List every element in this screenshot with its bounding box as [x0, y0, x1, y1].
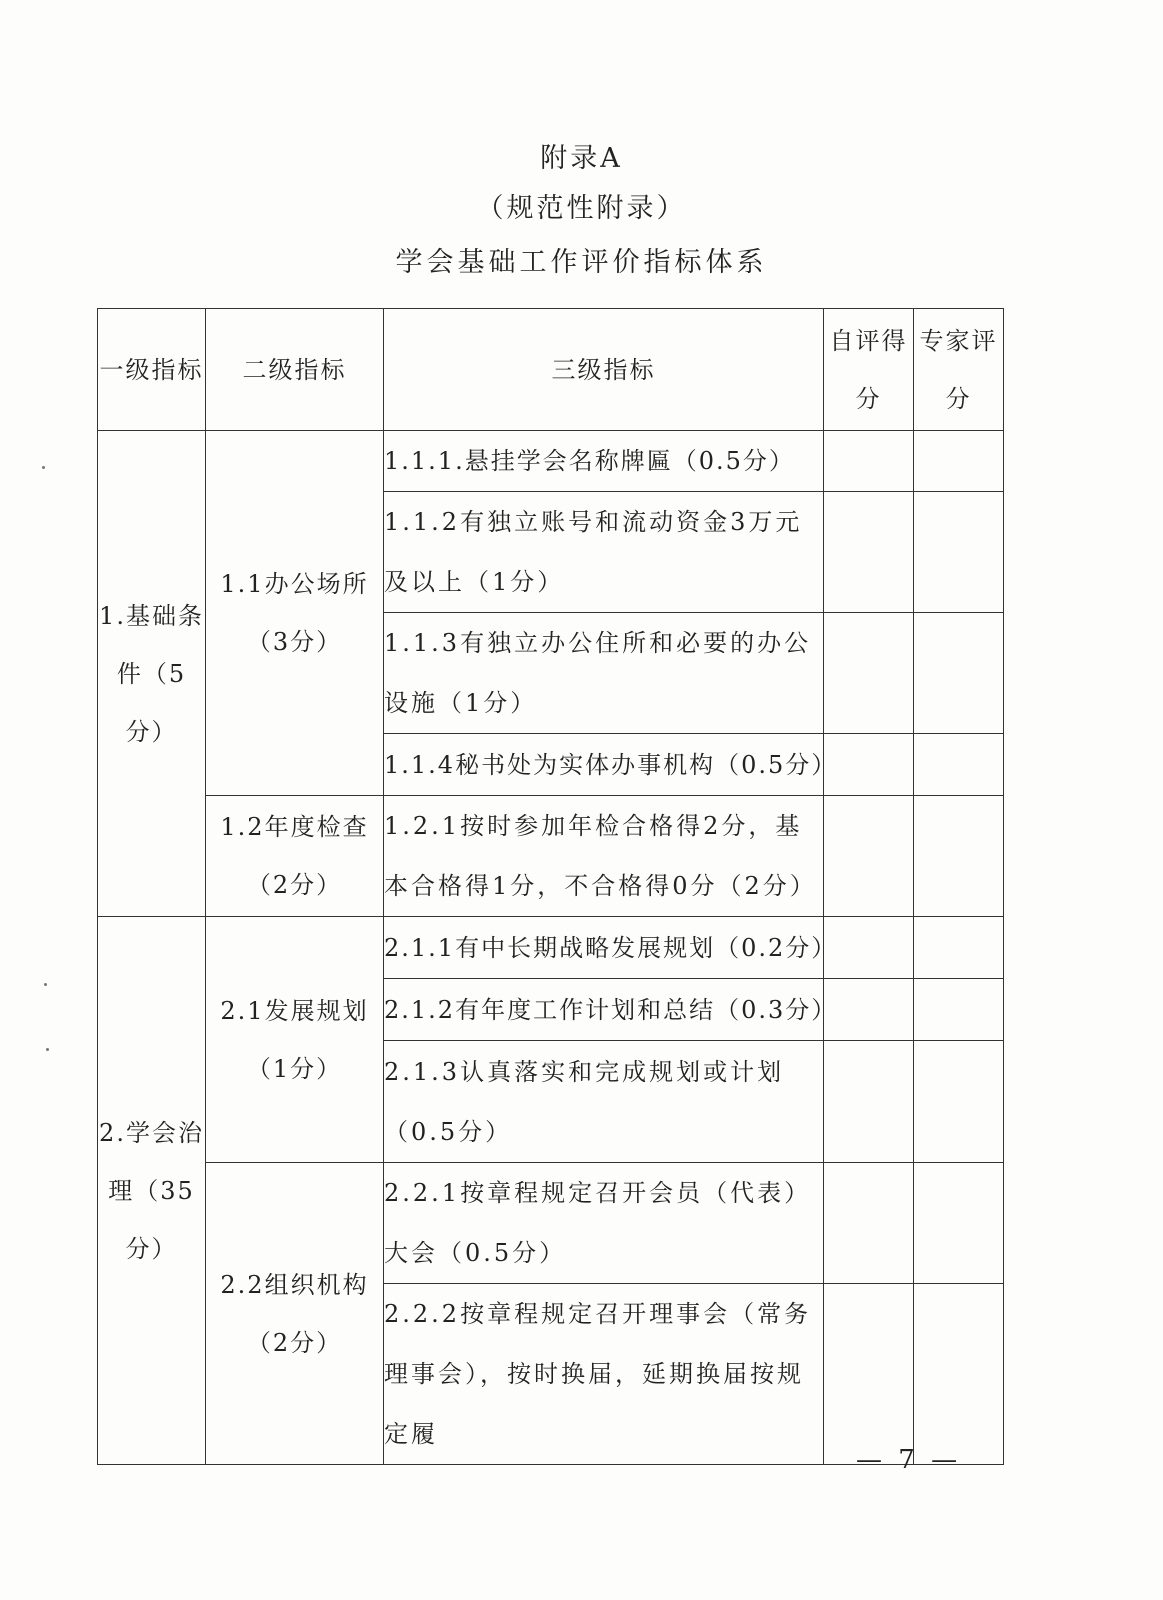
- level3-item: 2.1.3认真落实和完成规划或计划（0.5分）: [384, 1041, 824, 1163]
- appendix-type: （规范性附录）: [476, 193, 687, 224]
- level1-basic-conditions: 1.基础条件（5分）: [98, 431, 206, 917]
- header-self-score: 自评得分: [824, 309, 914, 431]
- level3-item: 1.1.2有独立账号和流动资金3万元及以上（1分）: [384, 492, 824, 613]
- level3-item: 1.1.4秘书处为实体办事机构（0.5分）: [384, 734, 824, 796]
- level3-item: 2.2.2按章程规定召开理事会（常务理事会），按时换届，延期换届按规定履: [384, 1284, 824, 1465]
- level1-society-governance: 2.学会治理（35分）: [98, 917, 206, 1465]
- level3-item: 2.2.1按章程规定召开会员（代表）大会（0.5分）: [384, 1163, 824, 1284]
- level2-organization: 2.2组织机构（2分）: [206, 1163, 384, 1465]
- expert-score-cell[interactable]: [914, 431, 1004, 492]
- level3-item: 2.1.2有年度工作计划和总结（0.3分）: [384, 979, 824, 1041]
- header-level2: 二级指标: [206, 309, 384, 431]
- appendix-label: 附录A: [540, 143, 623, 174]
- self-score-cell[interactable]: [824, 431, 914, 492]
- self-score-cell[interactable]: [824, 917, 914, 979]
- level2-development-planning: 2.1发展规划（1分）: [206, 917, 384, 1163]
- level2-annual-inspection: 1.2年度检查（2分）: [206, 796, 384, 917]
- evaluation-indicator-table: [97, 308, 1004, 1465]
- header-level3: 三级指标: [384, 309, 824, 431]
- self-score-cell[interactable]: [824, 1041, 914, 1163]
- scan-speck: [42, 466, 45, 469]
- page-number: — 7 —: [856, 1445, 962, 1475]
- self-score-cell[interactable]: [824, 613, 914, 734]
- self-score-cell[interactable]: [824, 1284, 914, 1465]
- self-score-cell[interactable]: [824, 1163, 914, 1284]
- expert-score-cell[interactable]: [914, 492, 1004, 613]
- scan-speck: [44, 983, 47, 986]
- header-expert-score: 专家评分: [914, 309, 1004, 431]
- expert-score-cell[interactable]: [914, 613, 1004, 734]
- level3-item: 1.2.1按时参加年检合格得2分，基本合格得1分，不合格得0分（2分）: [384, 796, 824, 917]
- expert-score-cell[interactable]: [914, 796, 1004, 917]
- self-score-cell[interactable]: [824, 979, 914, 1041]
- header-level1: 一级指标: [98, 309, 206, 431]
- level2-office-premises: 1.1办公场所（3分）: [206, 431, 384, 796]
- expert-score-cell[interactable]: [914, 979, 1004, 1041]
- document-title: 学会基础工作评价指标体系: [395, 247, 768, 278]
- level3-item: 1.1.1.悬挂学会名称牌匾（0.5分）: [384, 431, 824, 492]
- scan-speck: [46, 1048, 49, 1051]
- self-score-cell[interactable]: [824, 492, 914, 613]
- level3-item: 1.1.3有独立办公住所和必要的办公设施（1分）: [384, 613, 824, 734]
- expert-score-cell[interactable]: [914, 917, 1004, 979]
- expert-score-cell[interactable]: [914, 1163, 1004, 1284]
- self-score-cell[interactable]: [824, 734, 914, 796]
- expert-score-cell[interactable]: [914, 1041, 1004, 1163]
- expert-score-cell[interactable]: [914, 734, 1004, 796]
- level3-item: 2.1.1有中长期战略发展规划（0.2分）: [384, 917, 824, 979]
- self-score-cell[interactable]: [824, 796, 914, 917]
- expert-score-cell[interactable]: [914, 1284, 1004, 1465]
